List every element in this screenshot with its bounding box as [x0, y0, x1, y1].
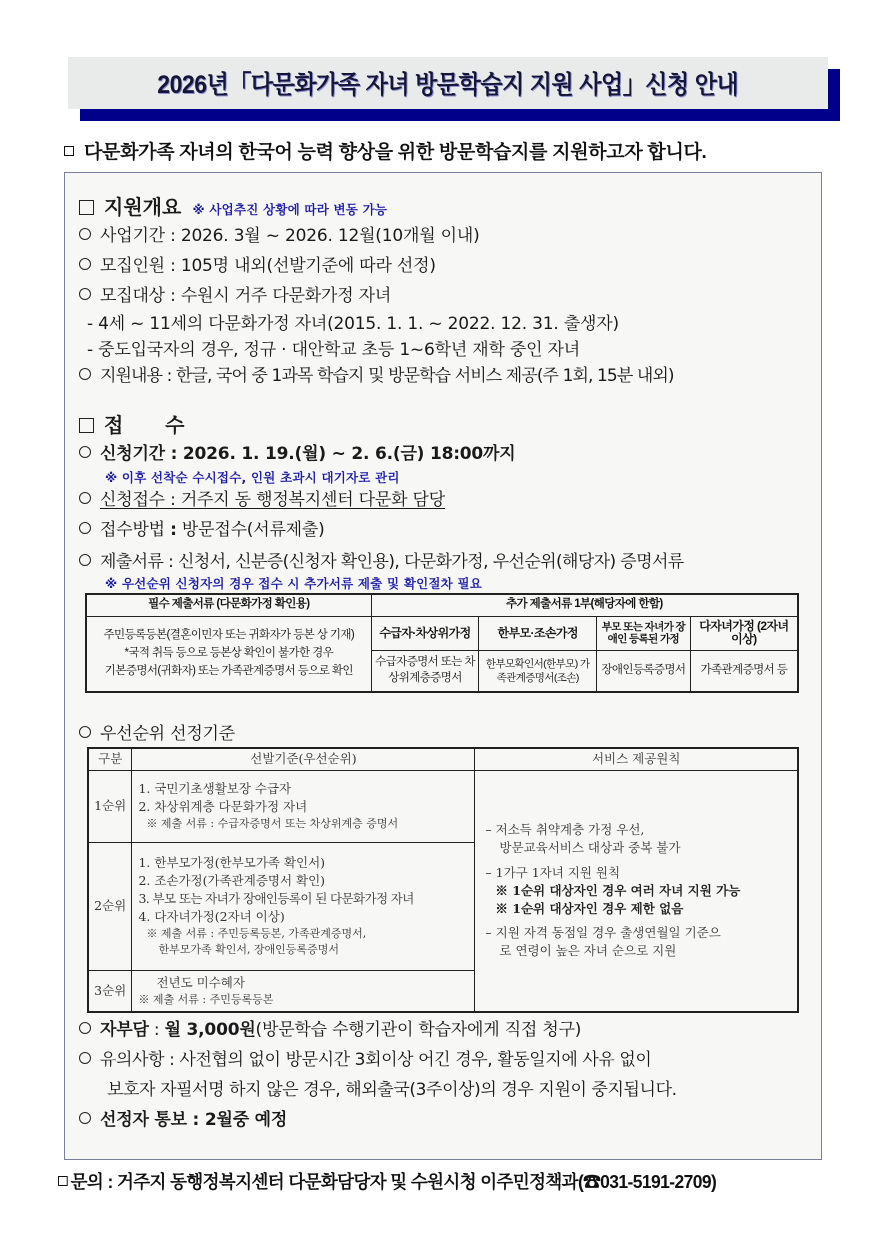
reception-period: [79, 439, 516, 464]
grade-cell: 2순위: [88, 842, 132, 970]
overview-item: [79, 251, 436, 276]
criteria-line: 2. 차상위계층 다문화가정 자녀: [138, 799, 308, 815]
title-box: [68, 57, 828, 109]
circle-bullet-icon: [79, 522, 91, 534]
notify-text: 선정자 통보 : 2월중 예정: [100, 1110, 288, 1130]
table-row: [86, 616, 798, 650]
priority-title: 우선순위 선정기준: [100, 724, 235, 744]
period-text: 사업기간 : 2026. 3월 ~ 2026. 12월(10개월 이내): [100, 226, 480, 246]
grade-cell: 3순위: [88, 970, 132, 1012]
criteria-note: ※ 제출 서류 : 주민등록등본: [138, 992, 274, 1006]
intro-line: [64, 137, 844, 164]
circle-bullet-icon: [79, 1052, 91, 1064]
reception-place: [79, 485, 445, 510]
service-line: 로 연령이 높은 자녀 순으로 지원: [499, 943, 677, 959]
circle-bullet-icon: [79, 1112, 91, 1124]
overview-subitem: [87, 309, 619, 334]
intro-text: 다문화가족 자녀의 한국어 능력 향상을 위한 방문학습지를 지원하고자 합니다.: [84, 142, 707, 163]
service-line: ※ 1순위 대상자인 경우 여러 자녀 지원 가능: [495, 882, 741, 898]
criteria-line: 1. 한부모가정(한부모가족 확인서): [138, 854, 326, 870]
period-note-text: ※ 이후 선착순 수시접수, 인원 초과시 대기자로 관리: [105, 470, 400, 485]
circle-bullet-icon: [79, 228, 91, 240]
circle-bullet-icon: [79, 492, 91, 504]
service-line: ※ 1순위 대상자인 경우 제한 없음: [495, 900, 684, 916]
age-range-text: - 4세 ~ 11세의 다문화가정 자녀(2015. 1. 1. ~ 2022. 12. 31. 출생자): [87, 314, 619, 334]
priority-table: [87, 747, 799, 1013]
circle-bullet-icon: [79, 726, 91, 738]
mid-entry-text: - 중도입국자의 경우, 정규 · 대안학교 초등 1~6학년 재학 중인 자녀: [87, 340, 580, 360]
criteria-cell: [132, 842, 475, 970]
criteria-line: 3. 부모 또는 자녀가 장애인등록이 된 다문화가정 자녀: [138, 891, 414, 907]
method-colon: :: [170, 520, 177, 540]
recruit-count-text: 모집인원 : 105명 내외(선발기준에 따라 선정): [100, 256, 436, 276]
documents-text: 제출서류 : 신청서, 신분증(신청자 확인용), 다문화가정, 우선순위(해당자) 증명서류: [100, 552, 684, 572]
overview-title: 지원개요: [104, 195, 182, 219]
extra-col-doc: 한부모확인서(한부모) 가족관계증명서(조손): [479, 650, 597, 692]
circle-bullet-icon: [79, 446, 91, 458]
criteria-line: 전년도 미수혜자: [156, 974, 245, 990]
circle-bullet-icon: [79, 554, 91, 566]
caution-text-2: 보호자 자필서명 하지 않은 경우, 해외출국(3주이상)의 경우 지원이 중지됩니다.: [107, 1080, 677, 1100]
overview-item: [79, 221, 480, 246]
criteria-line: 1. 국민기초생활보장 수급자: [138, 780, 292, 796]
reception-method: [79, 515, 325, 540]
circle-bullet-icon: [79, 258, 91, 270]
cost-detail: (방문학습 수행기관이 학습자에게 직접 청구): [255, 1020, 582, 1040]
checkbox-square-icon: [79, 418, 94, 433]
criteria-note: ※ 제출 서류 : 주민등록등본, 가족관계증명서,: [146, 927, 367, 941]
reception-period-note: [105, 467, 400, 487]
circle-bullet-icon: [79, 1022, 91, 1034]
grade-cell: 1순위: [88, 770, 132, 842]
circle-bullet-icon: [79, 288, 91, 300]
extra-docs-header: 추가 제출서류 1부(해당자에 한함): [371, 594, 798, 616]
square-bullet-icon: [64, 146, 74, 156]
criteria-line: 4. 다자녀가정(2자녀 이상): [138, 909, 285, 925]
table-row: [88, 770, 798, 842]
table-header-row: [86, 594, 798, 616]
overview-subitem: [87, 335, 580, 360]
checkbox-square-icon: [79, 200, 94, 215]
place-text: 신청접수 : 거주지 동 행정복지센터 다문화 담당: [100, 490, 445, 510]
cost-line: [79, 1015, 581, 1040]
table-header-row: [88, 748, 798, 770]
service-principle-cell: [475, 770, 798, 1012]
criteria-cell: [132, 970, 475, 1012]
reception-title: 접 수: [104, 413, 185, 437]
service-line: – 지원 자격 동점일 경우 출생연월일 기준으: [485, 924, 721, 940]
extra-col-header: 수급자·차상위가정: [371, 616, 479, 650]
target-text: 모집대상 : 수원시 거주 다문화가정 자녀: [100, 286, 392, 306]
documents-table: [85, 593, 799, 693]
criteria-note: 한부모가족 확인서, 장애인등록증명서: [158, 943, 339, 957]
extra-col-header: 한부모·조손가정: [479, 616, 597, 650]
service-line: 방문교육서비스 대상과 중복 불가: [499, 840, 681, 856]
period-value: 신청기간 : 2026. 1. 19.(월) ~ 2. 6.(금) 18:00까지: [100, 444, 516, 464]
required-docs-cell: [86, 616, 371, 692]
main-content-box: [64, 172, 822, 1160]
cost-colon: :: [148, 1020, 165, 1040]
circle-bullet-icon: [79, 368, 91, 380]
contact-text: 문의 : 거주지 동행정복지센터 다문화담당자 및 수원시청 이주민정책과(☎031-5191-2709): [70, 1172, 717, 1192]
overview-item: [79, 281, 391, 306]
title-banner: [68, 57, 828, 109]
col-header-service: 서비스 제공원칙: [475, 748, 798, 770]
square-bullet-icon: [58, 1176, 68, 1186]
reception-documents: [79, 547, 684, 572]
documents-note-text: ※ 우선순위 신청자의 경우 접수 시 추가서류 제출 및 확인절차 필요: [105, 576, 483, 591]
caution-line-2: [107, 1075, 677, 1100]
extra-col-doc: 장애인등록증명서: [597, 650, 691, 692]
extra-col-doc: 가족관계증명서 등: [690, 650, 798, 692]
extra-col-header: 부모 또는 자녀가 장애인 등록된 가정: [597, 616, 691, 650]
overview-note: ※ 사업추진 상황에 따라 변동 가능: [192, 202, 388, 217]
criteria-line: 2. 조손가정(가족관계증명서 확인): [138, 872, 326, 888]
notify-line: [79, 1105, 287, 1130]
reception-documents-note: [105, 573, 482, 593]
extra-col-header: 다자녀가정 (2자녀 이상): [690, 616, 798, 650]
required-doc-line: *국적 취득 등으로 등본상 확인이 불가한 경우: [124, 646, 334, 659]
cost-label: 자부담: [100, 1020, 149, 1040]
priority-heading: [79, 719, 235, 744]
caution-line: [79, 1045, 651, 1070]
required-doc-line: 주민등록등본(결혼이민자 또는 귀화자가 등본 상 기재): [103, 629, 355, 642]
overview-item: [79, 361, 674, 386]
contact-footer: [58, 1168, 716, 1194]
criteria-note: ※ 제출 서류 : 수급자증명서 또는 차상위계층 증명서: [146, 817, 399, 831]
criteria-cell: [132, 770, 475, 842]
service-line: – 저소득 취약계층 가정 우선,: [485, 822, 645, 838]
extra-col-doc: 수급자증명서 또는 차상위계층증명서: [371, 650, 479, 692]
required-doc-line: 기본증명서(귀화자) 또는 가족관계증명서 등으로 확인: [104, 664, 353, 677]
caution-text-1: 유의사항 : 사전협의 없이 방문시간 3회이상 어긴 경우, 활동일지에 사유 없이: [100, 1050, 652, 1070]
overview-heading: [79, 191, 387, 220]
col-header-criteria: 선발기준(우선순위): [132, 748, 475, 770]
required-docs-header: 필수 제출서류 (다문화가정 확인용): [86, 594, 371, 616]
service-line: – 1가구 1자녀 지원 원칙: [485, 864, 621, 880]
reception-heading: [79, 409, 184, 438]
method-value: 방문접수(서류제출): [176, 520, 325, 540]
page-title: 2026년「다문화가족 자녀 방문학습지 지원 사업」신청 안내: [157, 71, 739, 99]
support-content-text: 지원내용 : 한글, 국어 중 1과목 학습지 및 방문학습 서비스 제공(주 1회, 15분 내외): [100, 366, 674, 386]
method-label: 접수방법: [100, 520, 171, 540]
cost-value: 월 3,000원: [164, 1020, 256, 1040]
col-header-grade: 구분: [88, 748, 132, 770]
